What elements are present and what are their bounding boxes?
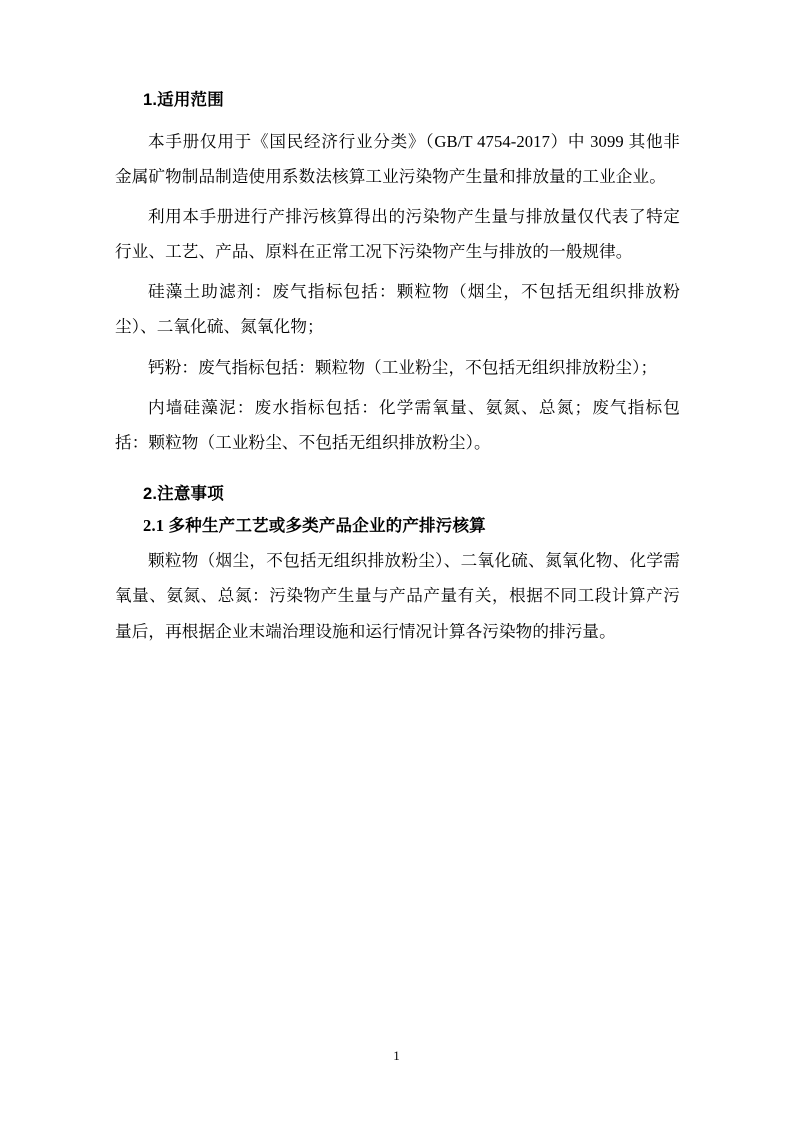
section-subheading-multi-process: 2.1 多种生产工艺或多类产品企业的产排污核算 [143,515,486,535]
scope-paragraph-5: 内墙硅藻泥：废水指标包括：化学需氧量、氨氮、总氮；废气指标包括：颗粒物（工业粉尘、不包括无组织排放粉尘）。 [115,397,680,452]
section-heading-scope: 1.适用范围 [143,91,224,109]
spacer [115,114,680,124]
scope-paragraph-4: 钙粉：废气指标包括：颗粒物（工业粉尘，不包括无组织排放粉尘）； [148,357,658,377]
spacer [115,460,680,482]
scope-paragraph-2: 利用本手册进行产排污核算得出的污染物产生量与排放量仅代表了特定行业、工艺、产品、原料在正常工况下污染物产生与排放的一般规律。 [115,206,680,262]
scope-paragraph-1: 本手册仅用于《国民经济行业分类》（GB/T 4754-2017）中 3099 其他非金属矿物制品制造使用系数法核算工业污染物产生量和排放量的工业企业。 [115,131,680,186]
page-content [115,88,680,649]
notes-paragraph-1: 颗粒物（烟尘，不包括无组织排放粉尘）、二氧化硫、氮氧化物、化学需氧量、氨氮、总氮：污染物产生量与产品产量有关，根据不同工段计算产污量后，再根据企业末端治理设施和运行情况计算各污染物的排污量。 [115,551,680,641]
page-number: 1 [393,1048,400,1063]
scope-paragraph-3: 硅藻土助滤剂：废气指标包括：颗粒物（烟尘，不包括无组织排放粉尘）、二氧化硫、氮氧化物； [115,282,680,337]
section-heading-notes: 2.注意事项 [143,485,224,504]
